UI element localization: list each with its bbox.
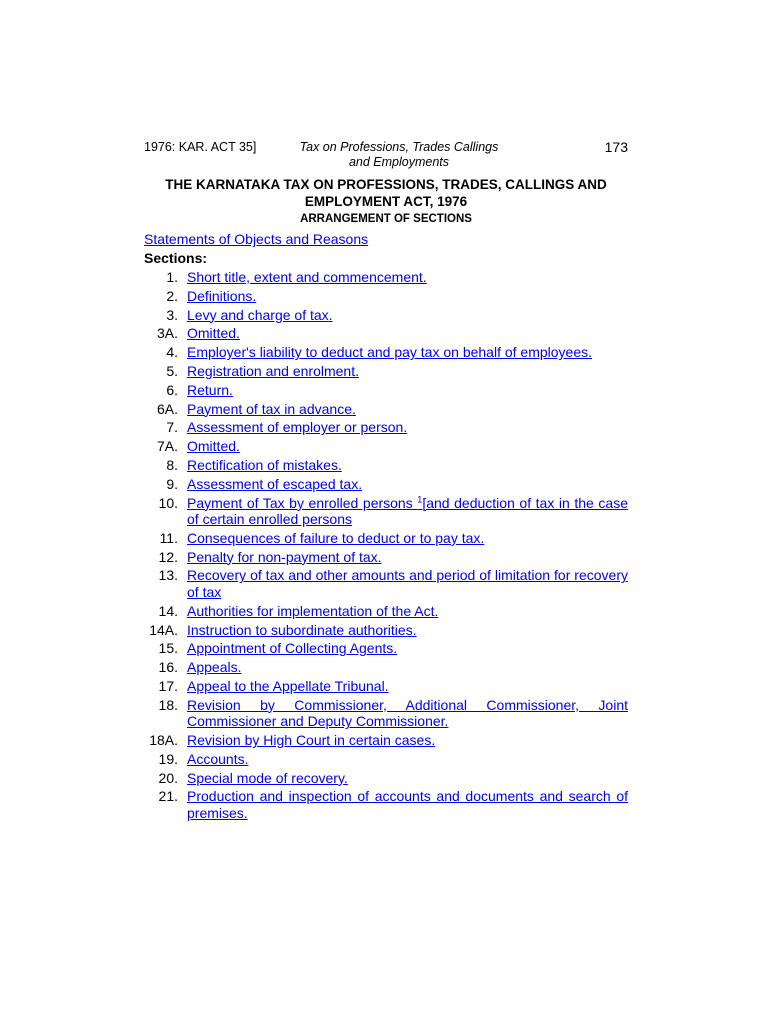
section-number: 7A. <box>156 438 178 455</box>
section-item <box>140 530 628 547</box>
section-link[interactable]: Appeal to the Appellate Tribunal. <box>187 677 389 694</box>
section-item <box>140 325 628 342</box>
section-number: 19. <box>158 750 178 767</box>
section-number: 3A. <box>156 325 178 342</box>
section-number: 14A. <box>149 621 178 638</box>
section-item <box>140 640 628 657</box>
objects-reasons-link[interactable]: Statements of Objects and Reasons <box>144 231 369 247</box>
section-number: 17. <box>158 677 178 694</box>
sections-list <box>140 269 628 824</box>
section-number: 1. <box>166 269 178 285</box>
running-header <box>144 139 628 171</box>
section-number: 5. <box>166 362 178 379</box>
section-link[interactable]: Recovery of tax and other amounts and period of limitation for recovery of tax <box>187 567 628 600</box>
act-title-line-2: EMPLOYMENT ACT, 1976 <box>304 194 468 209</box>
running-title-line-1: Tax on Professions, Trades Callings <box>299 140 499 154</box>
section-link[interactable]: Assessment of employer or person. <box>187 419 408 436</box>
section-number: 6. <box>166 381 178 398</box>
section-item <box>140 344 628 361</box>
section-item <box>140 622 628 639</box>
section-link[interactable]: Rectification of mistakes. <box>187 456 342 473</box>
section-number: 18A. <box>149 732 178 749</box>
section-item <box>140 307 628 324</box>
section-link[interactable]: Appeals. <box>187 659 242 676</box>
footnote-marker: 1 <box>417 493 423 504</box>
section-item <box>140 659 628 676</box>
section-item <box>140 476 628 493</box>
section-number: 11. <box>159 529 178 546</box>
section-link[interactable]: Consequences of failure to deduct or to pay tax. <box>187 529 485 546</box>
section-link[interactable]: Short title, extent and commencement. <box>187 269 427 285</box>
act-title <box>144 176 628 210</box>
section-number: 9. <box>166 475 178 492</box>
section-link-text: Payment of Tax by enrolled persons <box>187 494 418 511</box>
section-link[interactable]: Authorities for implementation of the Act. <box>187 602 439 619</box>
section-number: 21. <box>158 788 178 805</box>
section-link[interactable]: Return. <box>187 381 233 398</box>
section-number: 10. <box>158 494 178 511</box>
section-number: 18. <box>158 696 178 713</box>
section-number: 20. <box>158 769 178 786</box>
section-item <box>140 603 628 620</box>
section-item <box>140 382 628 399</box>
section-number: 4. <box>166 344 178 361</box>
section-item <box>140 732 628 749</box>
section-link[interactable]: Omitted. <box>187 438 240 455</box>
section-link[interactable]: Omitted. <box>187 325 240 342</box>
section-link[interactable]: Levy and charge of tax. <box>187 306 333 323</box>
section-item <box>140 457 628 474</box>
running-title <box>294 140 504 170</box>
section-link[interactable]: Appointment of Collecting Agents. <box>187 640 398 657</box>
section-number: 15. <box>158 640 178 657</box>
sections-label: Sections: <box>144 250 208 266</box>
section-link[interactable]: Assessment of escaped tax. <box>187 475 363 492</box>
section-item <box>140 567 628 600</box>
section-link[interactable]: Production and inspection of accounts and documents and search of premises. <box>187 788 628 821</box>
section-link[interactable]: Employer's liability to deduct and pay tax on behalf of employees. <box>187 344 593 361</box>
section-number: 13. <box>158 567 178 584</box>
section-number: 3. <box>166 306 178 323</box>
section-item <box>140 269 628 286</box>
act-title-line-1: THE KARNATAKA TAX ON PROFESSIONS, TRADES, CALLINGS AND <box>165 177 607 192</box>
section-link[interactable]: Revision by Commissioner, Additional Commissioner, Joint Commissioner and Deputy Commissioner. <box>187 696 628 730</box>
page-number: 173 <box>604 139 628 155</box>
section-link[interactable]: Revision by High Court in certain cases. <box>187 732 436 749</box>
section-item <box>140 697 628 730</box>
section-link[interactable]: Special mode of recovery. <box>187 769 348 786</box>
running-title-line-2: and Employments <box>348 155 450 169</box>
section-item <box>140 770 628 787</box>
section-item <box>140 438 628 455</box>
section-link[interactable]: Registration and enrolment. <box>187 362 359 379</box>
section-link[interactable]: Payment of tax in advance. <box>187 400 356 417</box>
section-item <box>140 363 628 380</box>
section-number: 8. <box>166 456 178 473</box>
section-link[interactable] <box>187 495 628 528</box>
section-number: 7. <box>166 419 178 436</box>
section-item <box>140 678 628 695</box>
section-item <box>140 751 628 768</box>
act-citation: 1976: KAR. ACT 35] <box>144 140 257 154</box>
section-number: 12. <box>158 548 178 565</box>
section-item <box>140 288 628 305</box>
section-item <box>140 401 628 418</box>
section-number: 6A. <box>156 400 178 417</box>
section-item <box>140 788 628 821</box>
section-item <box>140 419 628 436</box>
section-link[interactable]: Penalty for non-payment of tax. <box>187 548 382 565</box>
section-number: 2. <box>166 287 178 304</box>
section-item <box>140 549 628 566</box>
section-item <box>140 495 628 528</box>
section-link[interactable]: Accounts. <box>187 750 249 767</box>
section-number: 16. <box>158 659 178 676</box>
arrangement-heading: ARRANGEMENT OF SECTIONS <box>300 213 472 225</box>
section-number: 14. <box>158 602 178 619</box>
section-link[interactable]: Instruction to subordinate authorities. <box>187 621 417 638</box>
section-link-text: [and deduction of tax in the case of certain enrolled persons <box>187 494 628 528</box>
section-link[interactable]: Definitions. <box>187 287 257 304</box>
